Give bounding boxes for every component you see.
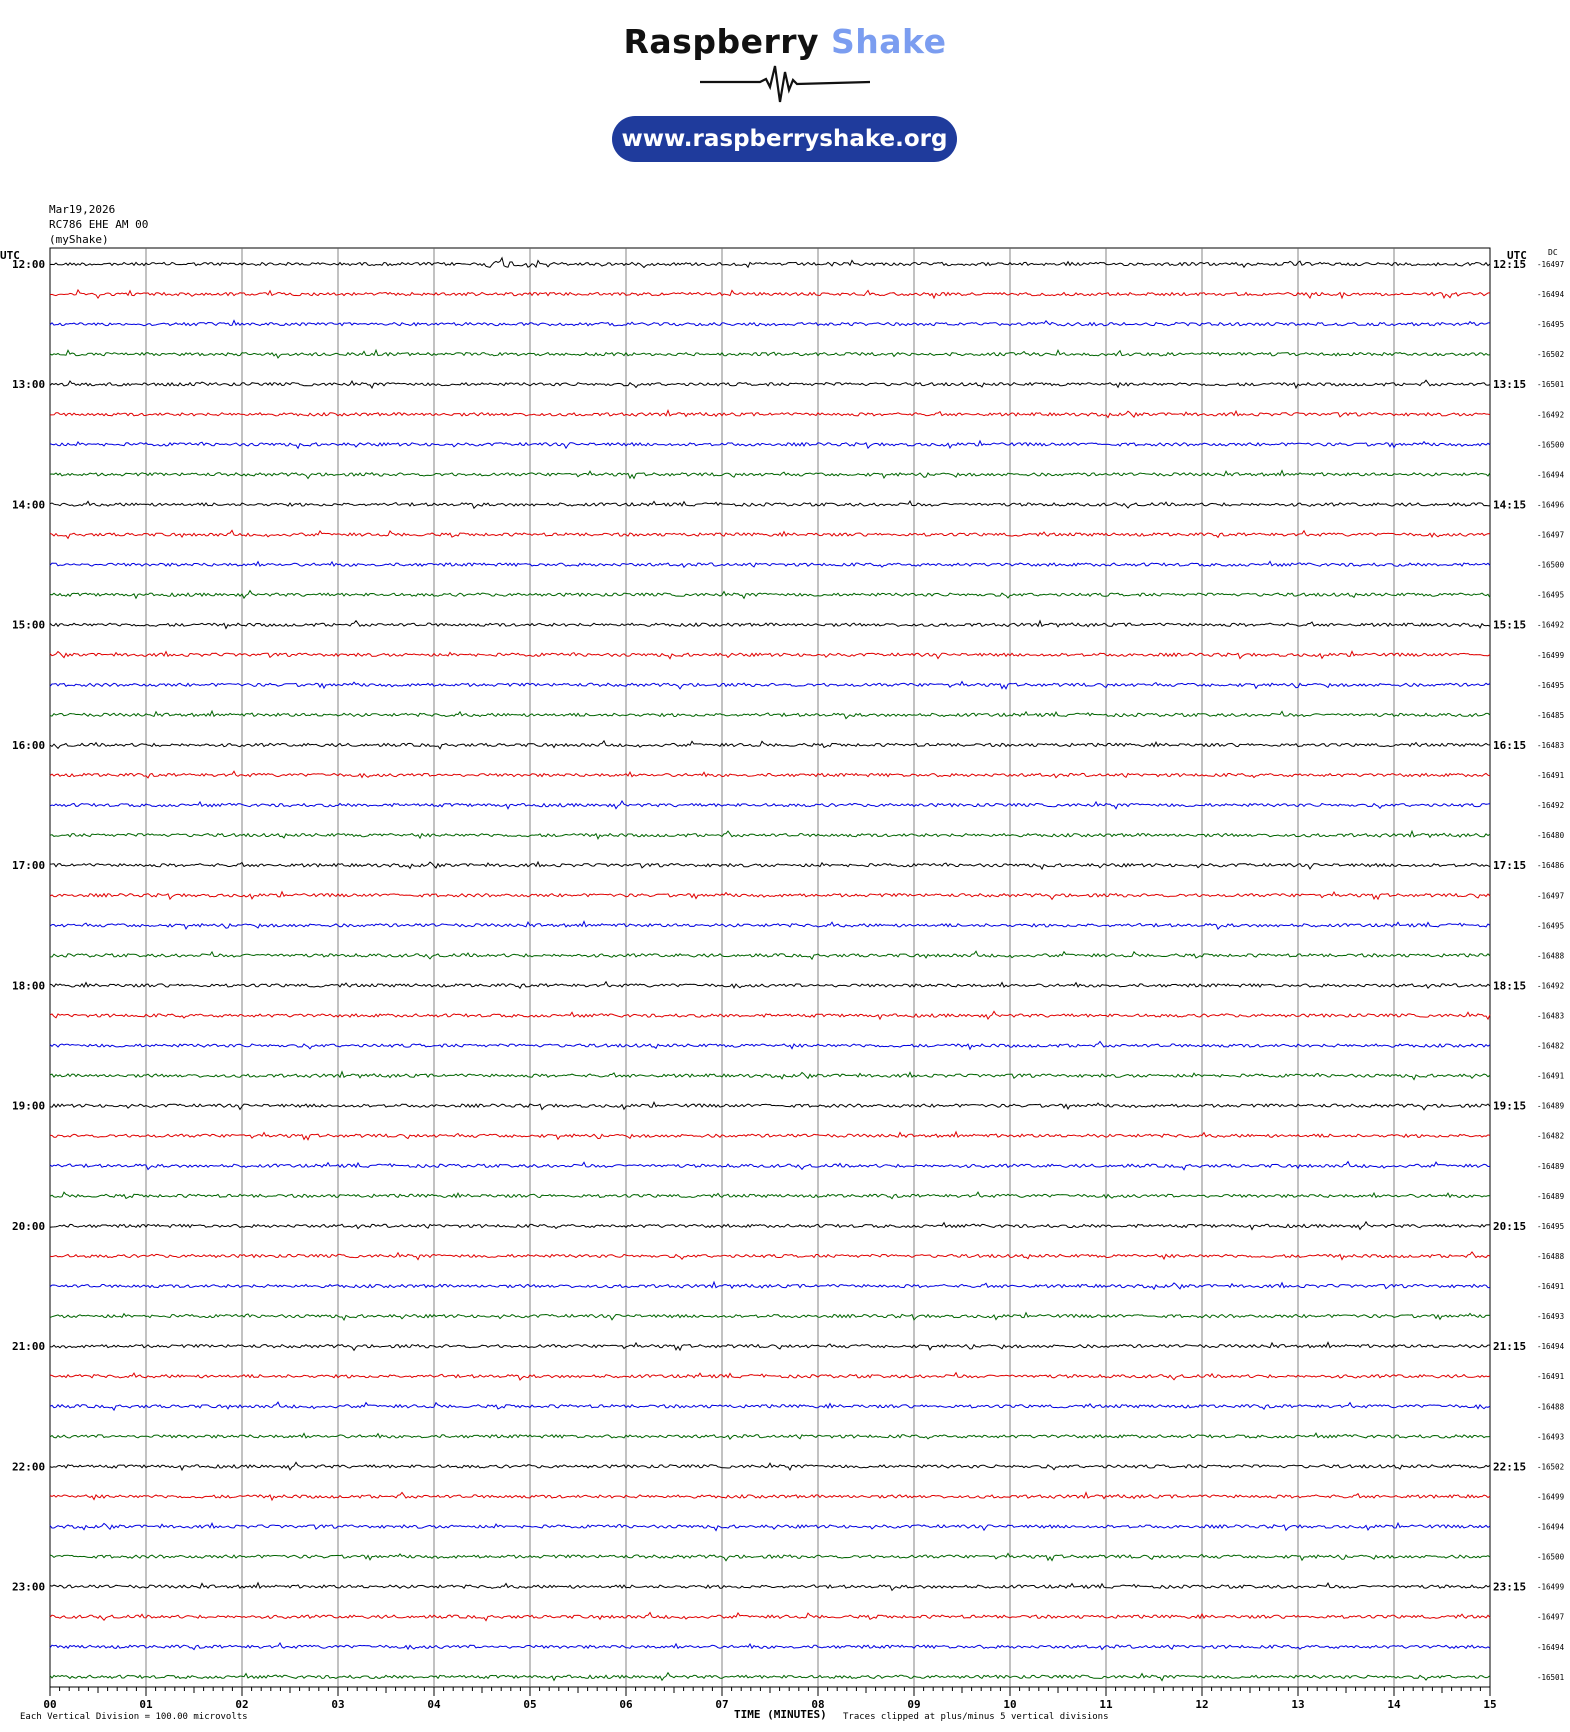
dc-offset-value: -16497 (1537, 1612, 1565, 1622)
trace-line (50, 771, 1490, 778)
dc-offset-value: -16495 (1537, 680, 1565, 690)
left-hour-label: 22:00 (12, 1460, 46, 1474)
trace-line (50, 1643, 1490, 1650)
dc-offset-value: -16489 (1537, 1101, 1565, 1111)
x-axis-title: TIME (MINUTES) (734, 1708, 827, 1721)
trace-line (50, 1162, 1490, 1170)
trace-line (50, 1373, 1490, 1380)
left-hour-label: 13:00 (12, 378, 46, 392)
left-hour-label: 21:00 (12, 1340, 46, 1354)
trace-line (50, 410, 1490, 417)
dc-offset-value: -16495 (1537, 921, 1565, 931)
right-utc-label: UTC (1507, 249, 1527, 262)
trace-line (50, 922, 1490, 930)
dc-offset-value: -16483 (1537, 1011, 1565, 1021)
x-tick-label: 01 (139, 1698, 153, 1711)
trace-line (50, 290, 1490, 298)
dc-offset-value: -16500 (1537, 1552, 1565, 1562)
x-tick-label: 08 (811, 1698, 825, 1711)
trace-line (50, 621, 1490, 629)
left-utc-label: UTC (0, 249, 20, 262)
trace-line (50, 1042, 1490, 1050)
dc-offset-value: -16495 (1537, 320, 1565, 330)
dc-offset-value: -16491 (1537, 1282, 1565, 1292)
dc-offset-value: -16485 (1537, 710, 1565, 720)
dc-offset-value: -16492 (1537, 620, 1565, 630)
dc-offset-value: -16482 (1537, 1041, 1565, 1051)
x-tick-label: 09 (907, 1698, 921, 1711)
left-hour-label: 19:00 (12, 1099, 46, 1113)
trace-line (50, 801, 1490, 809)
trace-line (50, 350, 1490, 358)
x-tick-label: 15 (1483, 1698, 1497, 1711)
source-label: (myShake) (49, 233, 109, 246)
x-tick-label: 10 (1003, 1698, 1017, 1711)
dc-offset-value: -16494 (1537, 470, 1565, 480)
dc-offset-value: -16480 (1537, 831, 1565, 841)
vertical-scale-note: Each Vertical Division = 100.00 microvolts (20, 1712, 248, 1722)
dc-offset-value: -16489 (1537, 1161, 1565, 1171)
trace-line (50, 1192, 1490, 1199)
dc-offset-value: -16502 (1537, 350, 1565, 360)
trace-line (50, 1433, 1490, 1439)
dc-offset-value: -16486 (1537, 861, 1565, 871)
dc-offset-value: -16495 (1537, 590, 1565, 600)
dc-offset-value: -16493 (1537, 1312, 1565, 1322)
clip-note: Traces clipped at plus/minus 5 vertical divisions (843, 1712, 1109, 1722)
trace-line (50, 441, 1490, 448)
x-tick-label: 06 (619, 1698, 633, 1711)
x-tick-label: 04 (427, 1698, 441, 1711)
x-tick-label: 03 (331, 1698, 345, 1711)
x-tick-label: 07 (715, 1698, 729, 1711)
trace-line (50, 1102, 1490, 1110)
trace-line (50, 530, 1490, 538)
right-time-label: 20:15 (1493, 1219, 1527, 1233)
dc-offset-value: -16483 (1537, 740, 1565, 750)
trace-line (50, 471, 1490, 479)
dc-offset-value: -16492 (1537, 801, 1565, 811)
trace-line (50, 1132, 1490, 1140)
left-hour-label: 14:00 (12, 498, 46, 512)
trace-line (50, 380, 1490, 388)
right-time-label: 14:15 (1493, 498, 1527, 512)
dc-offset-value: -16488 (1537, 951, 1565, 961)
right-time-label: 13:15 (1493, 378, 1527, 392)
trace-line (50, 1492, 1490, 1500)
trace-line (50, 591, 1490, 599)
trace-line (50, 682, 1490, 689)
dc-offset-value: -16499 (1537, 1582, 1565, 1592)
left-hour-label: 23:00 (12, 1580, 46, 1594)
trace-line (50, 1222, 1490, 1230)
dc-offset-value: -16499 (1537, 1492, 1565, 1502)
minute-grid (50, 248, 1490, 1687)
dc-offset-value: -16497 (1537, 530, 1565, 540)
dc-offset-labels (1537, 260, 1565, 1682)
trace-line (50, 258, 1490, 268)
logo-word-raspberry: Raspberry (623, 22, 820, 61)
dc-offset-value: -16491 (1537, 1372, 1565, 1382)
x-tick-label: 12 (1195, 1698, 1209, 1711)
right-time-label: 15:15 (1493, 618, 1527, 632)
trace-line (50, 1402, 1490, 1410)
station-label: RC786 EHE AM 00 (49, 218, 149, 231)
right-time-label: 16:15 (1493, 738, 1527, 752)
right-time-label: 22:15 (1493, 1460, 1527, 1474)
left-hour-label: 20:00 (12, 1219, 46, 1233)
date-label: Mar19,2026 (49, 203, 116, 216)
dc-offset-value: -16499 (1537, 650, 1565, 660)
trace-line (50, 1011, 1490, 1019)
left-hour-label: 15:00 (12, 618, 46, 632)
dc-offset-value: -16496 (1537, 500, 1565, 510)
right-time-label: 12:15 (1493, 258, 1527, 271)
right-time-label: 19:15 (1493, 1099, 1527, 1113)
website-url-badge[interactable]: www.raspberryshake.org (612, 116, 957, 162)
plot-frame (50, 248, 1490, 1687)
dc-offset-value: -16497 (1537, 891, 1565, 901)
left-hour-label: 17:00 (12, 859, 46, 873)
right-time-label: 18:15 (1493, 979, 1527, 993)
trace-line (50, 651, 1490, 658)
trace-line (50, 1462, 1490, 1470)
trace-line (50, 501, 1490, 508)
dc-offset-value: -16482 (1537, 1131, 1565, 1141)
x-tick-label: 02 (235, 1698, 249, 1711)
trace-line (50, 711, 1490, 719)
trace-line (50, 1673, 1490, 1681)
dc-offset-value: -16494 (1537, 1642, 1565, 1652)
dc-offset-value: -16492 (1537, 410, 1565, 420)
dc-offset-value: -16501 (1537, 1672, 1565, 1682)
left-hour-label: 18:00 (12, 979, 46, 993)
right-time-label: 21:15 (1493, 1340, 1527, 1354)
dc-offset-value: -16494 (1537, 290, 1565, 300)
left-hour-label: 16:00 (12, 738, 46, 752)
trace-line (50, 1252, 1490, 1260)
trace-line (50, 862, 1490, 869)
dc-offset-value: -16495 (1537, 1221, 1565, 1231)
dc-offset-value: -16494 (1537, 1342, 1565, 1352)
dc-offset-value: -16488 (1537, 1251, 1565, 1261)
trace-line (50, 1072, 1490, 1080)
dc-offset-value: -16488 (1537, 1402, 1565, 1412)
trace-line (50, 982, 1490, 989)
trace-line (50, 831, 1490, 839)
x-tick-label: 11 (1099, 1698, 1113, 1711)
trace-line (50, 1523, 1490, 1530)
dc-offset-value: -16500 (1537, 560, 1565, 570)
trace-line (50, 1282, 1490, 1289)
left-time-labels (12, 258, 45, 1594)
trace-line (50, 1583, 1490, 1591)
dc-offset-value: -16493 (1537, 1432, 1565, 1442)
dc-offset-value: -16492 (1537, 981, 1565, 991)
trace-line (50, 1553, 1490, 1560)
trace-line (50, 951, 1490, 959)
trace-group (50, 258, 1490, 1681)
dc-offset-value: -16500 (1537, 440, 1565, 450)
dc-offset-value: -16491 (1537, 1071, 1565, 1081)
dc-offset-value: -16501 (1537, 380, 1565, 390)
trace-line (50, 561, 1490, 567)
trace-line (50, 892, 1490, 900)
x-tick-label: 00 (43, 1698, 57, 1711)
logo-word-shake: Shake (831, 22, 947, 61)
left-hour-label: 12:00 (12, 258, 46, 271)
trace-line (50, 1313, 1490, 1320)
trace-line (50, 741, 1490, 749)
dc-offset-value: -16497 (1537, 260, 1565, 269)
trace-line (50, 1613, 1490, 1621)
trace-line (50, 1342, 1490, 1350)
right-time-labels (1493, 258, 1526, 1594)
dc-offset-value: -16489 (1537, 1191, 1565, 1201)
dc-offset-value: -16494 (1537, 1522, 1565, 1532)
dc-offset-value: -16491 (1537, 771, 1565, 781)
x-tick-label: 14 (1387, 1698, 1401, 1711)
right-time-label: 17:15 (1493, 859, 1527, 873)
trace-line (50, 321, 1490, 326)
dc-offset-value: -16502 (1537, 1462, 1565, 1472)
x-tick-label: 13 (1291, 1698, 1305, 1711)
x-tick-label: 05 (523, 1698, 537, 1711)
right-time-label: 23:15 (1493, 1580, 1527, 1594)
dc-header-label: DC (1548, 248, 1558, 257)
